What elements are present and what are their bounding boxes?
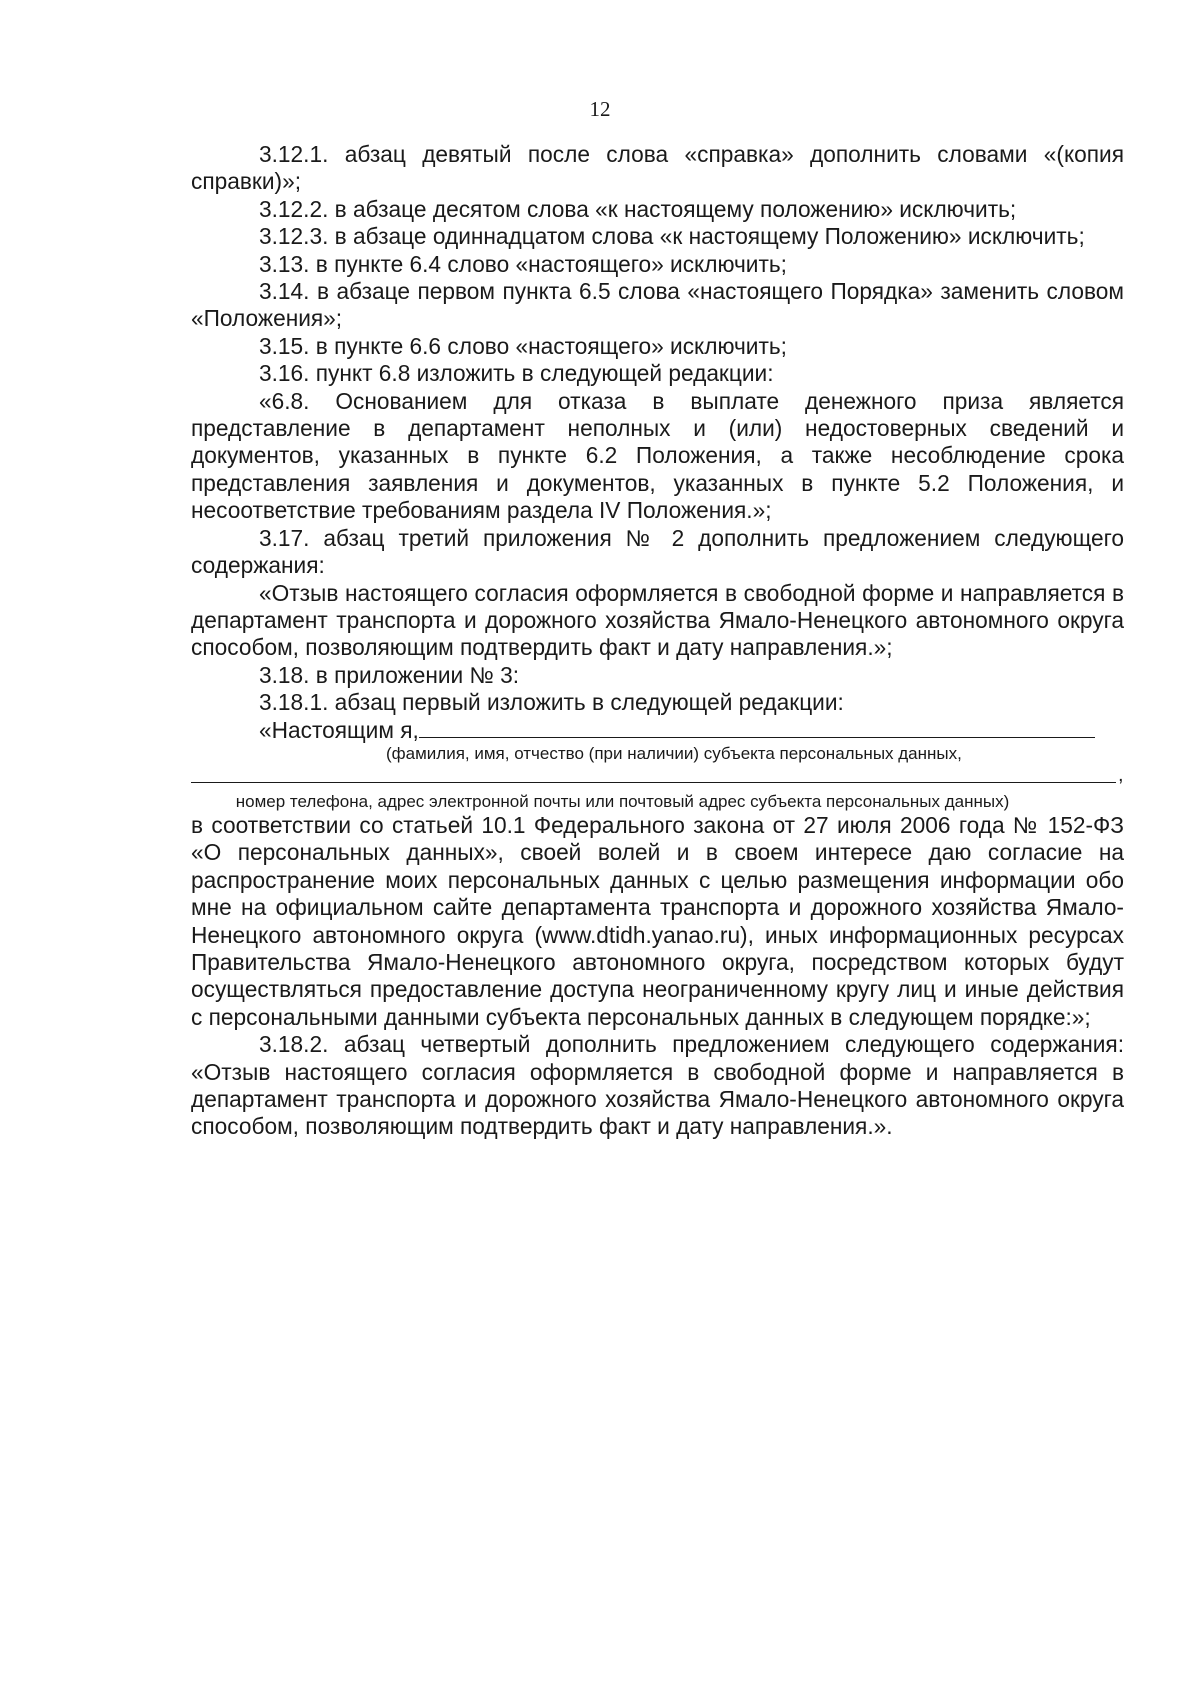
paragraph-3-12-2: 3.12.2. в абзаце десятом слова «к настоящему положению» исключить; (259, 195, 1017, 222)
paragraph-revocation-quote: «Отзыв настоящего согласия оформляется в свободной форме и направляется в департамент транспорта и дорожного хозяйства Ямало-Ненецкого автономного округа способом, позволяющим подтвердить факт и дату направления.»; (191, 579, 1124, 661)
paragraph-3-18-1: 3.18.1. абзац первый изложить в следующей редакции: (259, 689, 844, 716)
document-body (191, 141, 1124, 1141)
paragraph-6-8-quote: «6.8. Основанием для отказа в выплате денежного приза является представление в департамент неполных и (или) недостоверных сведений и документов, указанных в пункте 6.2 Положения, а также несоблюдение срока представления заявления и документов, указанных в пункте 5.2 Положения, и несоответствие требованиям раздела IV Положения.»; (191, 387, 1124, 524)
paragraph-3-12-3: 3.12.3. в абзаце одиннадцатом слова «к настоящему Положению» исключить; (259, 223, 1085, 250)
paragraph-3-18-2: 3.18.2. абзац четвертый дополнить предложением следующего содержания: «Отзыв настоящего согласия оформляется в свободной форме и направляется в департамент транспорта и дорожного хозяйства Ямало-Ненецкого автономного округа способом, позволяющим подтвердить факт и дату направления.». (191, 1031, 1124, 1140)
form-blank-name (419, 717, 1095, 738)
form-note-name: (фамилия, имя, отчество (при наличии) субъекта персональных данных, (386, 743, 962, 763)
form-note-contact: номер телефона, адрес электронной почты или почтовый адрес субъекта персональных данных) (235, 791, 1010, 811)
page-number: 12 (589, 97, 611, 121)
form-blank-contact (191, 782, 1116, 783)
form-trailing-comma: , (1118, 763, 1124, 786)
paragraph-3-18: 3.18. в приложении № 3: (259, 661, 520, 688)
paragraph-3-14: 3.14. в абзаце первом пункта 6.5 слова «настоящего Порядка» заменить словом «Положения»; (191, 278, 1124, 332)
form-name-line (191, 717, 1124, 744)
form-contact-line (191, 764, 1124, 792)
consent-text: в соответствии со статьей 10.1 Федерального закона от 27 июля 2006 года № 152-ФЗ «О персональных данных», своей волей и в своем интересе даю согласие на распространение моих персональных данных с целью размещения информации обо мне на официальном сайте департамента транспорта и дорожного хозяйства Ямало-Ненецкого автономного округа (www.dtidh.yanao.ru), иных информационных ресурсах Правительства Ямало-Ненецкого автономного округа, посредством которых будут осуществляться предоставление доступа неограниченному кругу лиц и иные действия с персональными данными субъекта персональных данных в следующем порядке:»; (191, 811, 1124, 1030)
paragraph-3-13: 3.13. в пункте 6.4 слово «настоящего» исключить; (259, 250, 787, 277)
paragraph-3-16: 3.16. пункт 6.8 изложить в следующей редакции: (259, 360, 774, 387)
paragraph-3-12-1: 3.12.1. абзац девятый после слова «справка» дополнить словами «(копия справки)»; (191, 141, 1124, 195)
paragraph-3-15: 3.15. в пункте 6.6 слово «настоящего» исключить; (259, 332, 787, 359)
form-lead-text: «Настоящим я, (259, 716, 419, 743)
paragraph-3-17: 3.17. абзац третий приложения № 2 дополнить предложением следующего содержания: (191, 524, 1124, 579)
